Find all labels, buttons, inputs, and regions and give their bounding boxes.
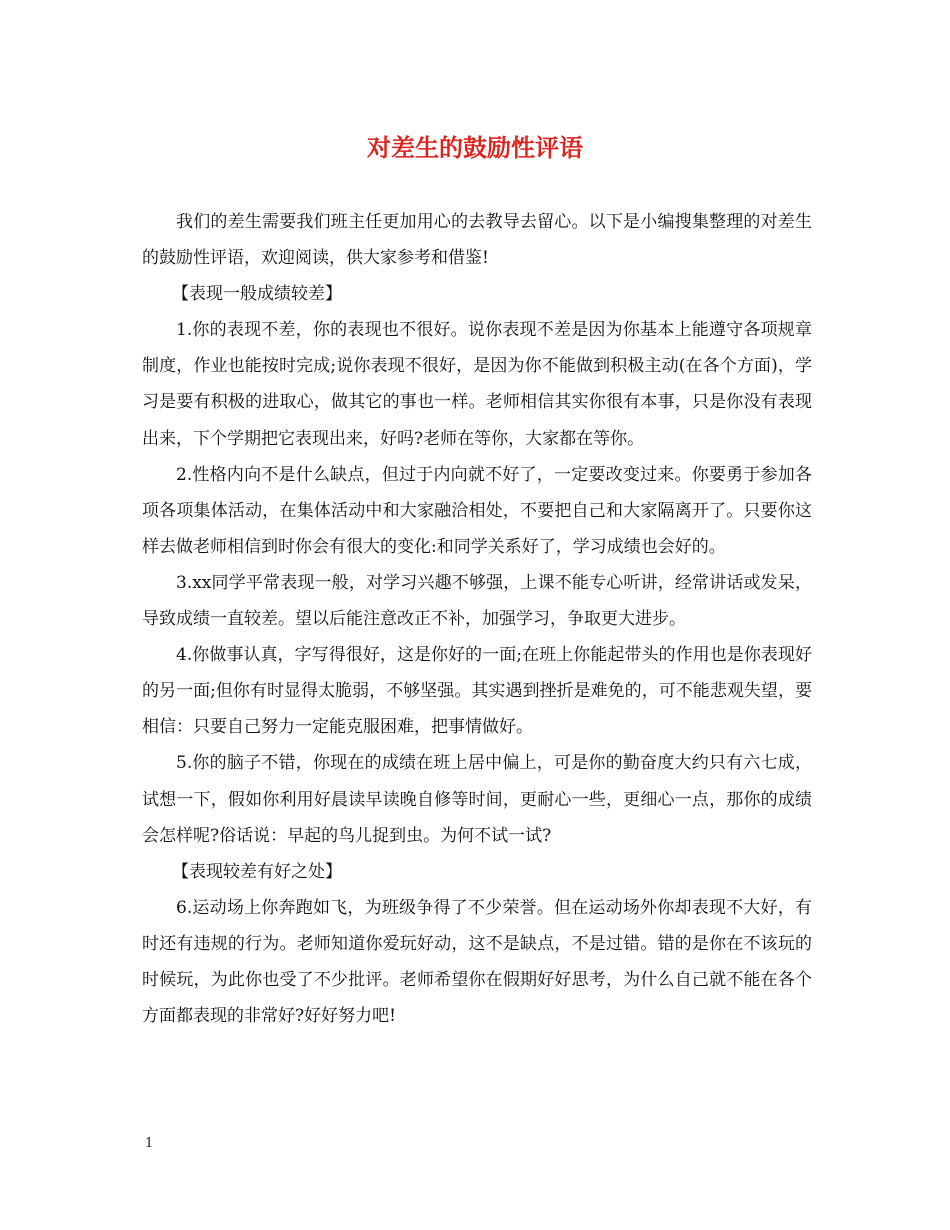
comment-paragraph-3: 3.xx同学平常表现一般，对学习兴趣不够强，上课不能专心听讲，经常讲话或发呆，导致成绩一直较差。望以后能注意改正不补，加强学习，争取更大进步。	[142, 572, 812, 630]
comment-paragraph-1: 1.你的表现不差，你的表现也不很好。说你表现不差是因为你基本上能遵守各项规章制度，作业也能按时完成;说你表现不很好，是因为你不能做到积极主动(在各个方面)，学习是要有积极的进取心，做其它的事也一样。老师相信其实你很有本事，只是你没有表现出来，下个学期把它表现出来，好吗?老师在等你，大家都在等你。	[142, 320, 812, 449]
comment-paragraph-2: 2.性格内向不是什么缺点，但过于内向就不好了，一定要改变过来。你要勇于参加各项各项集体活动，在集体活动中和大家融洽相处，不要把自己和大家隔离开了。只要你这样去做老师相信到时你会有很大的变化:和同学关系好了，学习成绩也会好的。	[142, 464, 812, 557]
intro-paragraph: 我们的差生需要我们班主任更加用心的去教导去留心。以下是小编搜集整理的对差生的鼓励性评语，欢迎阅读，供大家参考和借鉴!	[142, 212, 812, 269]
document-body	[142, 204, 812, 1034]
page-number: 1	[145, 1136, 154, 1151]
comment-paragraph-6: 6.运动场上你奔跑如飞，为班级争得了不少荣誉。但在运动场外你却表现不大好，有时还有违规的行为。老师知道你爱玩好动，这不是缺点，不是过错。错的是你在不该玩的时候玩，为此你也受了不少批评。老师希望你在假期好好思考，为什么自己就不能在各个方面都表现的非常好?好好努力吧!	[142, 897, 812, 1027]
document-title: 对差生的鼓励性评语	[367, 133, 583, 162]
comment-paragraph-5: 5.你的脑子不错，你现在的成绩在班上居中偏上，可是你的勤奋度大约只有六七成，试想一下，假如你利用好晨读早读晚自修等时间，更耐心一些，更细心一点，那你的成绩会怎样呢?俗话说：早起的鸟儿捉到虫。为何不试一试?	[142, 753, 812, 846]
comment-paragraph-4: 4.你做事认真，字写得很好，这是你好的一面;在班上你能起带头的作用也是你表现好的另一面;但你有时显得太脆弱，不够坚强。其实遇到挫折是难免的，可不能悲观失望，要相信：只要自己努力一定能克服困难，把事情做好。	[142, 645, 812, 738]
section-heading-2: 【表现较差有好之处】	[172, 861, 342, 882]
section-heading-1: 【表现一般成绩较差】	[172, 284, 342, 305]
